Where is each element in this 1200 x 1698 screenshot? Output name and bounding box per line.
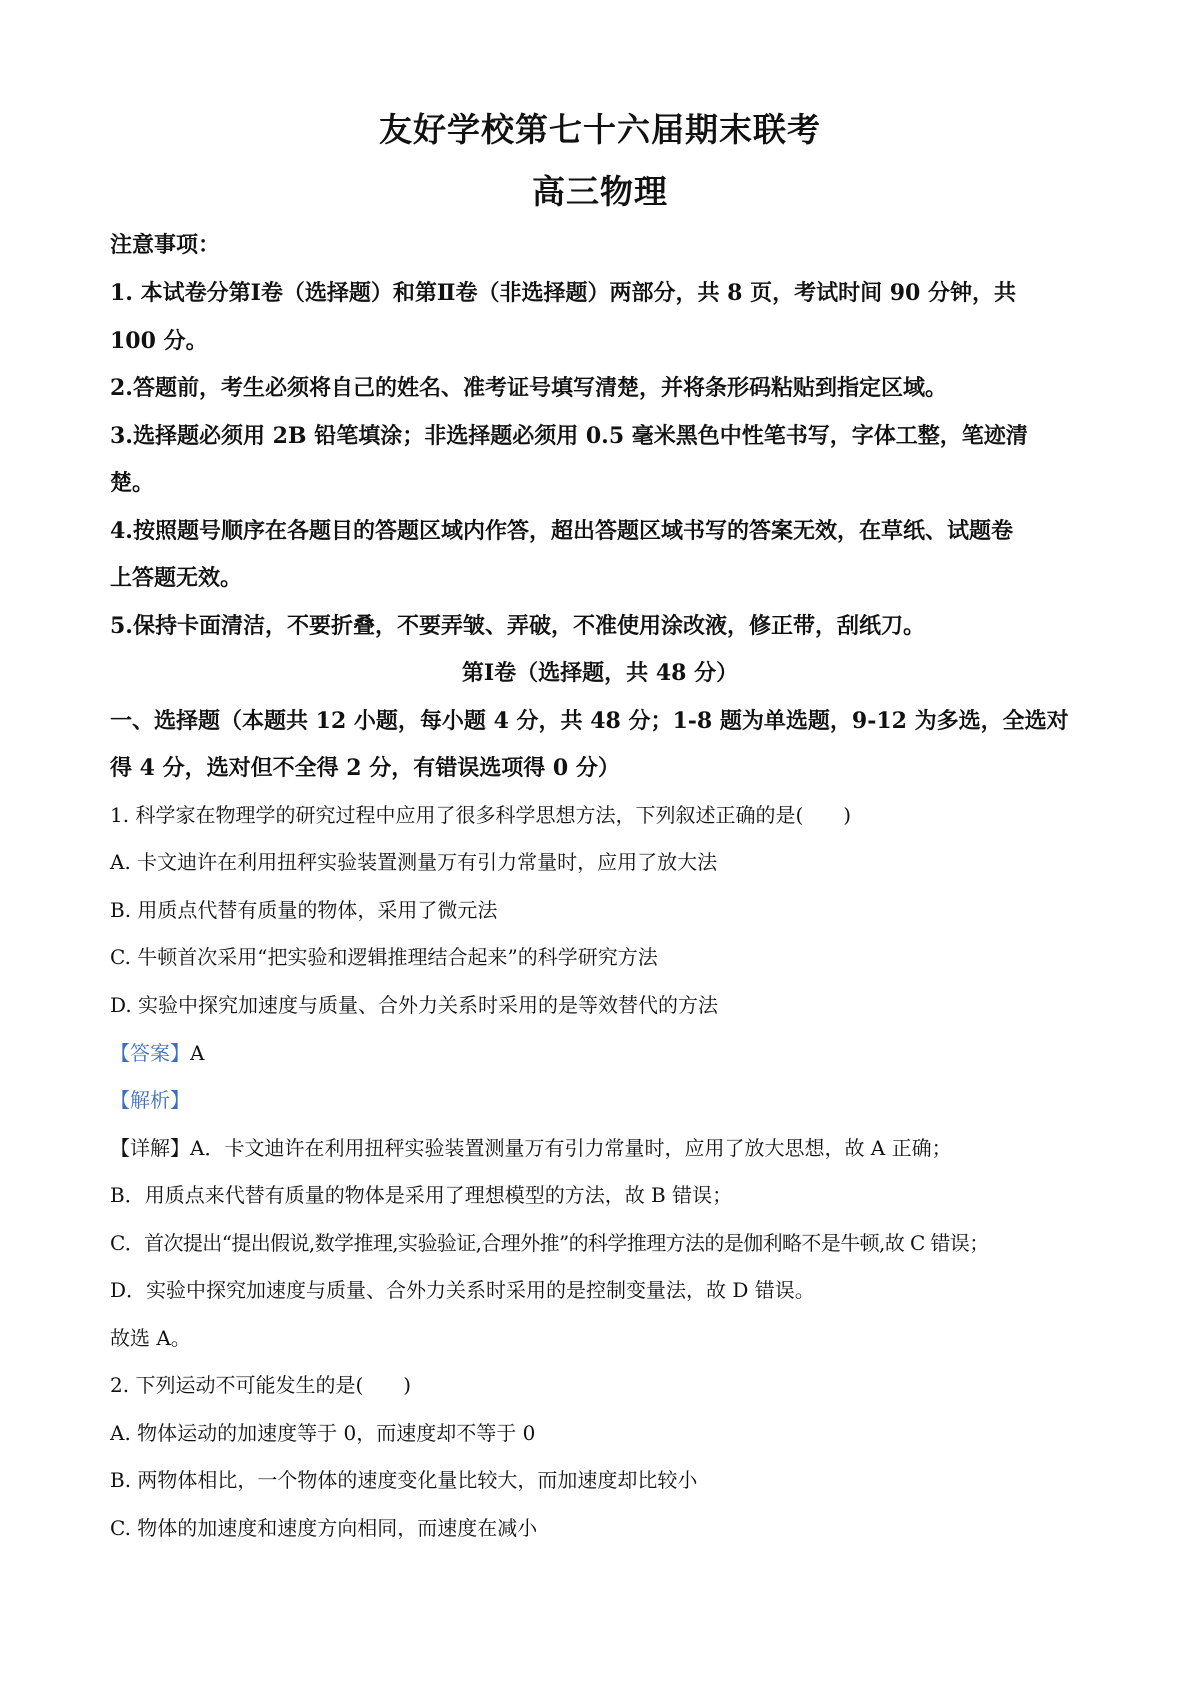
detail-line-a bbox=[110, 1132, 1108, 1161]
notice-item-1-line-1: 1. 本试卷分第Ⅰ卷（选择题）和第Ⅱ卷（非选择题）两部分，共 8 页，考试时间 90 分钟，共 bbox=[110, 280, 1017, 306]
exam-title: 友好学校第七十六届期末联考 bbox=[379, 110, 821, 149]
notice-item-3-line-2: 楚。 bbox=[110, 470, 155, 496]
question-1-option-d: D. 实验中探究加速度与质量、合外力关系时采用的是等效替代的方法 bbox=[110, 993, 719, 1017]
exam-subject: 高三物理 bbox=[532, 172, 668, 211]
question-1-stem: 1. 科学家在物理学的研究过程中应用了很多科学思想方法，下列叙述正确的是( ) bbox=[110, 803, 852, 827]
question-2-stem: 2. 下列运动不可能发生的是( ) bbox=[110, 1373, 412, 1397]
detail-tag: 【详解】 bbox=[110, 1136, 190, 1160]
section-1-instructions-line-1: 一、选择题（本题共 12 小题，每小题 4 分，共 48 分；1-8 题为单选题，9-12 为多选，全选对 bbox=[110, 708, 1069, 734]
question-1-conclusion: 故选 A。 bbox=[110, 1326, 191, 1350]
notice-item-2: 2.答题前，考生必须将自己的姓名、准考证号填写清楚，并将条形码粘贴到指定区域。 bbox=[110, 375, 947, 401]
question-2-option-b: B. 两物体相比，一个物体的速度变化量比较大，而加速度却比较小 bbox=[110, 1468, 698, 1492]
detail-line-b: B．用质点来代替有质量的物体是采用了理想模型的方法，故 B 错误； bbox=[110, 1183, 733, 1207]
question-2-option-a: A. 物体运动的加速度等于 0，而速度却不等于 0 bbox=[110, 1421, 536, 1445]
notice-item-4-line-2: 上答题无效。 bbox=[110, 565, 243, 591]
question-1-option-b: B. 用质点代替有质量的物体，采用了微元法 bbox=[110, 898, 498, 922]
question-1-answer bbox=[110, 1037, 1108, 1066]
answer-tag: 【答案】 bbox=[110, 1041, 190, 1065]
detail-line-d: D．实验中探究加速度与质量、合外力关系时采用的是控制变量法，故 D 错误。 bbox=[110, 1278, 815, 1302]
notice-item-3-line-1: 3.选择题必须用 2B 铅笔填涂；非选择题必须用 0.5 毫米黑色中性笔书写，字体工整，笔迹清 bbox=[110, 423, 1028, 449]
part-1-heading: 第Ⅰ卷（选择题，共 48 分） bbox=[461, 660, 739, 686]
analysis-tag: 【解析】 bbox=[110, 1088, 190, 1112]
answer-value: A bbox=[190, 1041, 205, 1065]
question-2-option-c: C. 物体的加速度和速度方向相同，而速度在减小 bbox=[110, 1516, 538, 1540]
notice-item-4-line-1: 4.按照题号顺序在各题目的答题区域内作答，超出答题区域书写的答案无效，在草纸、试题卷 bbox=[110, 518, 1013, 544]
question-1-option-c: C. 牛顿首次采用“把实验和逻辑推理结合起来”的科学研究方法 bbox=[110, 945, 658, 969]
notice-item-5: 5.保持卡面清洁，不要折叠，不要弄皱、弄破，不准使用涂改液，修正带，刮纸刀。 bbox=[110, 613, 925, 639]
detail-a-text: A．卡文迪许在利用扭秤实验装置测量万有引力常量时，应用了放大思想，故 A 正确； bbox=[190, 1136, 952, 1160]
detail-line-c: C．首次提出“提出假说,数学推理,实验验证,合理外推”的科学推理方法的是伽利略不是牛顿,故 C 错误； bbox=[110, 1231, 989, 1255]
notice-item-1-line-2: 100 分。 bbox=[110, 328, 208, 354]
section-1-instructions-line-2: 得 4 分，选对但不全得 2 分，有错误选项得 0 分） bbox=[110, 755, 620, 781]
question-1-option-a: A. 卡文迪许在利用扭秤实验装置测量万有引力常量时，应用了放大法 bbox=[110, 850, 718, 874]
notice-heading: 注意事项： bbox=[110, 232, 221, 258]
